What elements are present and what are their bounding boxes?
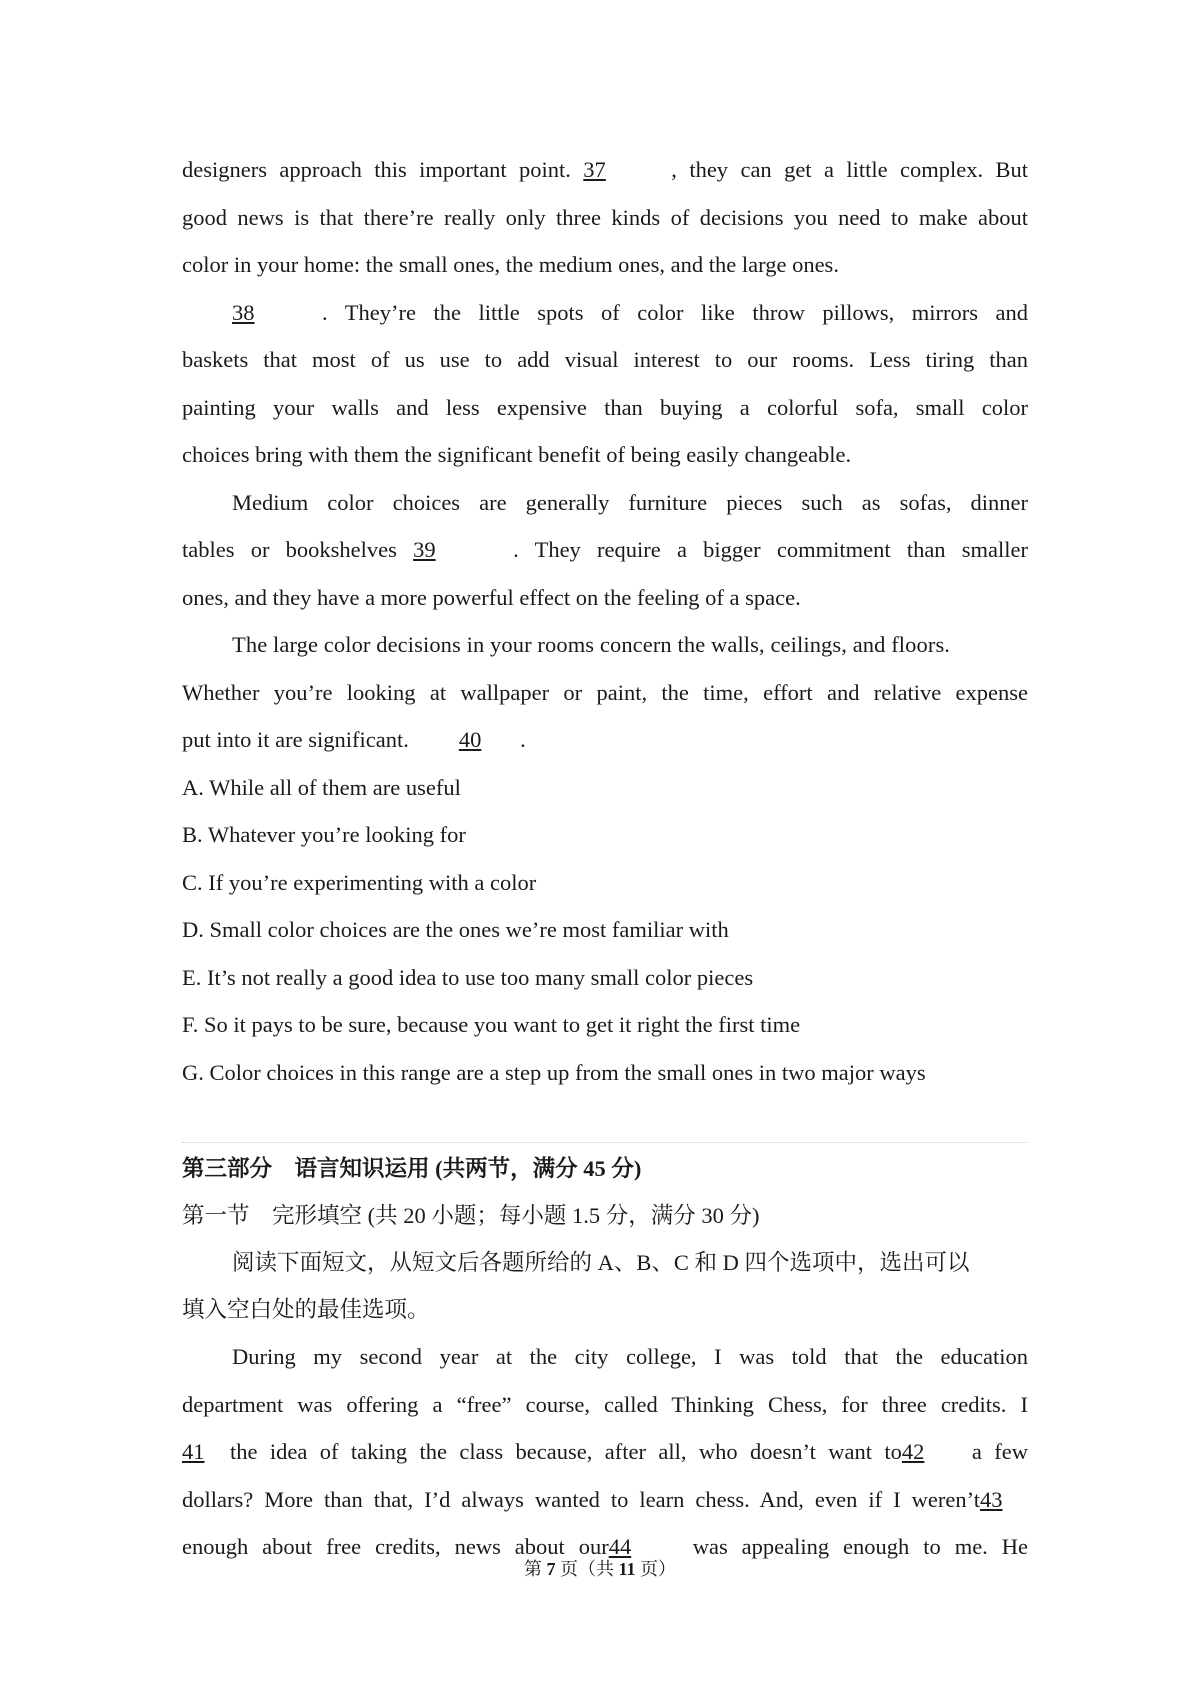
text-line: 41 the idea of taking the class because, after all, who doesn’t want to42 a few [182,1428,1028,1476]
text-line: enough about free credits, news about our44 was appealing enough to me. He [182,1523,1028,1571]
passage-b [182,1333,1028,1571]
blank-39: 39 [413,537,436,562]
option-d: D. Small color choices are the ones we’re most familiar with [182,917,729,942]
text-line: tables or bookshelves 39 . They require a bigger commitment than smaller [182,526,1028,574]
text-line: 38 . They’re the little spots of color like throw pillows, mirrors and [182,289,1028,337]
text-line: choices bring with them the significant benefit of being easily changeable. [182,442,852,467]
blank-43: 43 [980,1486,1003,1512]
text-line: put into it are significant. 40 . [182,716,1028,764]
blank-37: 37 [583,157,606,182]
passage-a [182,146,1028,1096]
text-line: designers approach this important point. 37 , they can get a little complex. But [182,146,1028,194]
blank-41: 41 [182,1439,205,1464]
text-line: good news is that there’re really only three kinds of decisions you need to make about [182,204,1028,230]
option-e: E. It’s not really a good idea to use too many small color pieces [182,964,754,990]
blank-40: 40 [458,727,482,752]
text-line: Whether you’re looking at wallpaper or paint, the time, effort and relative expense [182,679,1028,705]
page-footer: 第 7 页（共 11 页） [523,1559,676,1579]
text-line: baskets that most of us use to add visual interest to our rooms. Less tiring than [182,347,1028,372]
text-line: color in your home: the small ones, the medium ones, and the large ones. [182,252,839,277]
page-number: 7 [546,1559,556,1579]
instructions-line-2: 填入空白处的最佳选项。 [182,1297,430,1322]
blank-38: 38 [232,299,255,325]
text-line: ones, and they have a more powerful effect on the feeling of a space. [182,584,801,610]
section1-heading: 第一节 完形填空 (共 20 小题；每小题 1.5 分，满分 30 分) [182,1203,760,1228]
text-line: painting your walls and less expensive than buying a colorful sofa, small color [182,394,1028,420]
total-pages: 11 [618,1559,636,1579]
option-g: G. Color choices in this range are a step up from the small ones in two major ways [182,1059,926,1085]
section-divider [182,1142,1028,1143]
blank-44: 44 [608,1534,632,1559]
text-line: department was offering a “free” course, called Thinking Chess, for three credits. I [182,1391,1028,1417]
text-line: Medium color choices are generally furniture pieces such as sofas, dinner [232,489,1028,515]
option-a: A. While all of them are useful [182,774,461,800]
part3-heading: 第三部分 语言知识运用 (共两节，满分 45 分) [182,1156,642,1181]
blank-42: 42 [901,1439,925,1464]
option-f: F. So it pays to be sure, because you want to get it right the first time [182,1012,801,1037]
option-b: B. Whatever you’re looking for [182,822,466,847]
text-line: During my second year at the city college, I was told that the education [232,1344,1028,1369]
text-line: dollars? More than that, I’d always wanted to learn chess. And, even if I weren’t43 [182,1476,1028,1524]
instructions-line-1: 阅读下面短文，从短文后各题所给的 A、B、C 和 D 四个选项中，选出可以 [232,1250,970,1275]
option-c: C. If you’re experimenting with a color [182,869,537,895]
text-line: The large color decisions in your rooms concern the walls, ceilings, and floors. [232,632,951,657]
